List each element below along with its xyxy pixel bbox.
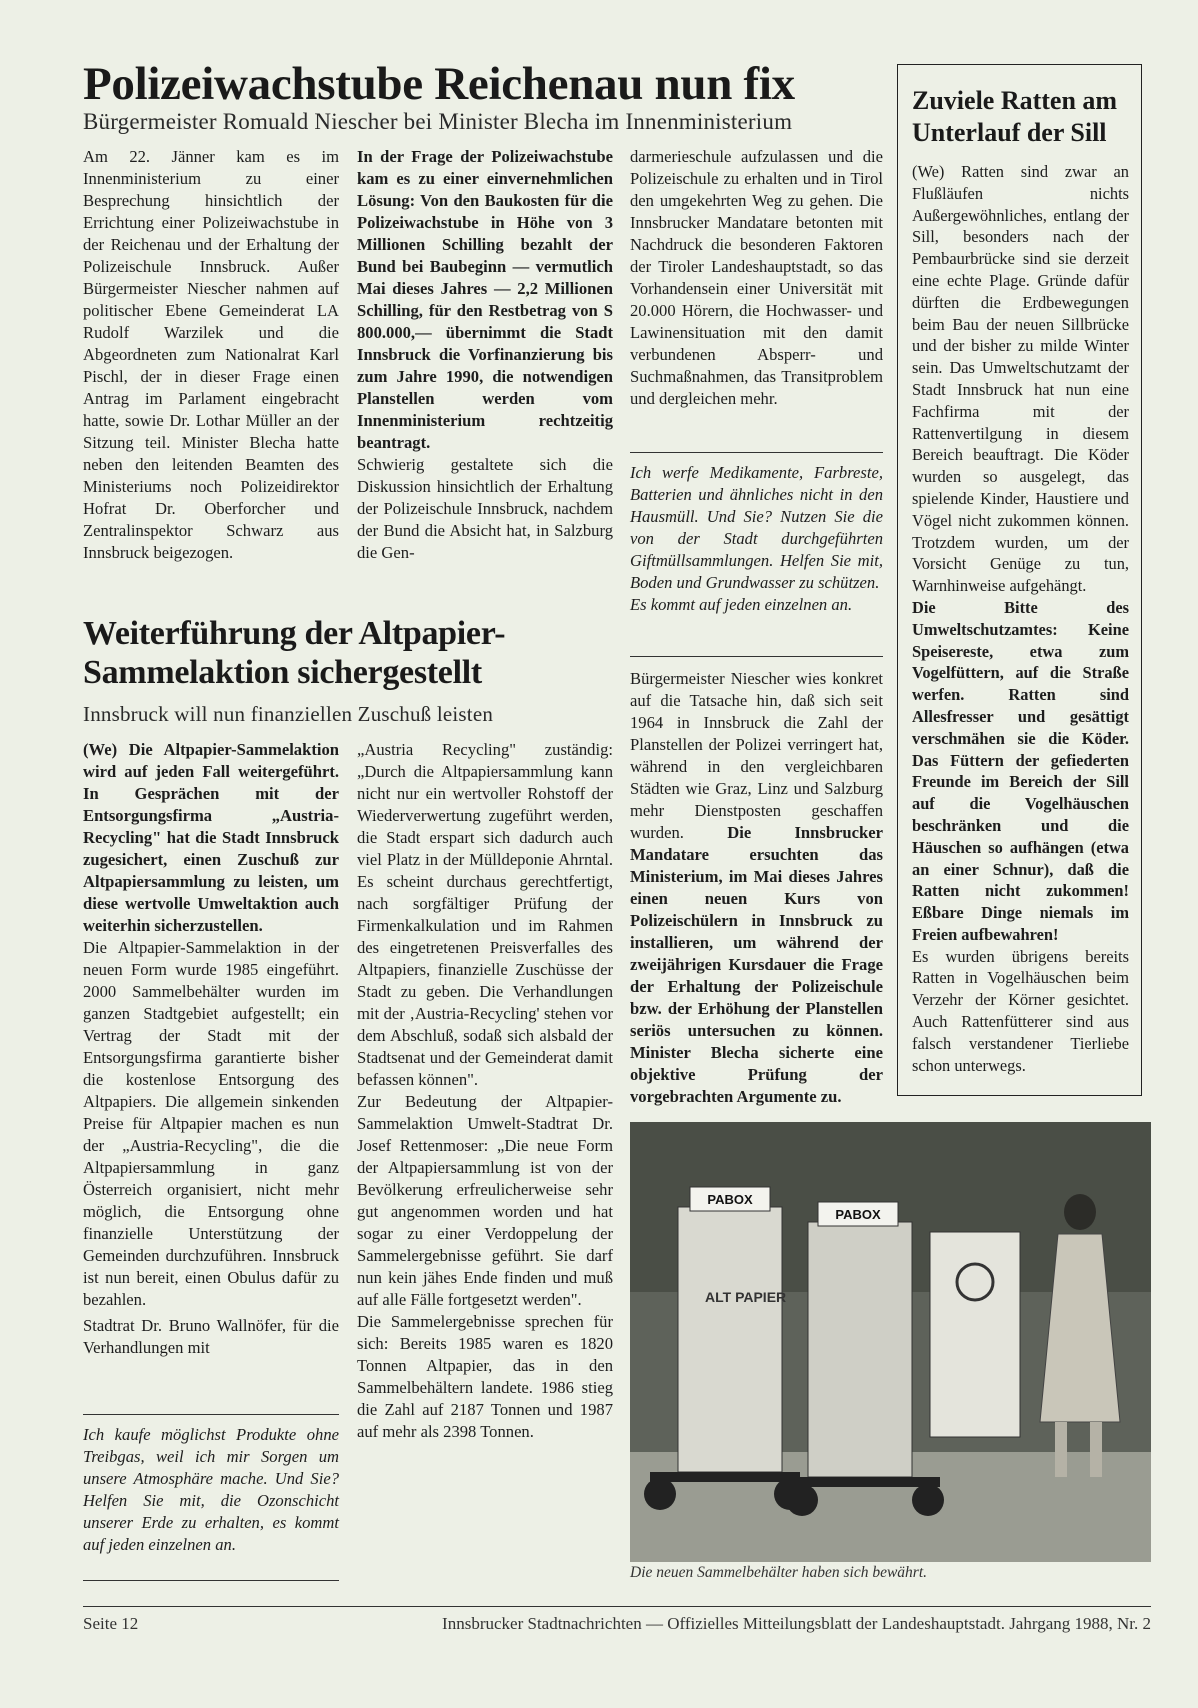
callout1-bottom-rule <box>630 656 883 657</box>
bin-2-label: PABOX <box>835 1207 881 1222</box>
callout1-top-rule <box>630 452 883 453</box>
callout2 <box>83 1424 339 1556</box>
callout1-tagline: Es kommt auf jeden einzelnen an. <box>630 595 853 614</box>
article2-col2-p1: „Austria Recycling" zuständig: „Durch die Altpapiersammlung kann nicht nur ein wertvoller Rohstoff der Wiederverwertung zugeführt werden, die Stadt erspart sich dadurch auch viel Platz in der Mülldeponie Ahrntal. Es scheint durchaus gerechtfertigt, nach sorgfältiger Prüfung der Firmenkalkulation und im Rahmen des eingetretenen Preisverfalles des Altpapiers, finanzielle Zuschüsse der Stadt zu geben. Die Verhandlungen mit der ‚Austria-Recycling' stehen vor dem Abschluß, sodaß sich alsbald der Stadtsenat und der Gemeinderat damit befassen können". <box>357 740 613 1089</box>
article2-column-2 <box>357 739 613 1443</box>
article1-column-3-continued <box>630 668 883 1108</box>
person-leg-right <box>1090 1422 1102 1477</box>
sidebar-box <box>897 64 1142 1096</box>
article1-col2-bold: In der Frage der Polizeiwachstube kam es zu einer einvernehmlichen Lösung: Von den Baukosten für die Polizeiwachstube in Höhe von 3 Millionen Schilling bezahlt der Bund bei Baubeginn — vermutlich Mai dieses Jahres — 2,2 Millionen Schilling, für den Restbetrag von S 800.000,— übernimmt die Stadt Innsbruck die Vorfinanzierung bis zum Jahre 1990, die notwendigen Planstellen werden vom Innenministerium rechtzeitig beantragt. <box>357 147 613 452</box>
bin-1-label: PABOX <box>707 1192 753 1207</box>
person-leg-left <box>1055 1422 1067 1477</box>
bin-1-axle <box>650 1472 800 1482</box>
footer-page-number: Seite 12 <box>83 1614 139 1633</box>
photo-collection-bins <box>630 1122 1151 1562</box>
article1-subhead: Bürgermeister Romuald Niescher bei Minister Blecha im Innenministerium <box>83 109 793 134</box>
bin-2-axle <box>790 1477 940 1487</box>
bin-1 <box>678 1207 782 1472</box>
callout1-text: Ich werfe Medikamente, Farbreste, Batterien und ähnliches nicht in den Hausmüll. Und Sie? Nutzen Sie die von der Stadt durchgeführten Giftmüllsammlungen. Helfen Sie mit, Boden und Grundwasser zu schützen. <box>630 463 883 592</box>
sidebar-title: Zuviele Ratten am Unterlauf der Sill <box>912 86 1118 147</box>
footer-rule <box>83 1606 1151 1607</box>
article1-column-1 <box>83 146 339 564</box>
sidebar-body <box>912 161 1129 1076</box>
article1-column-3 <box>630 146 883 410</box>
callout1 <box>630 462 883 616</box>
article2-col2-p2: Zur Bedeutung der Altpapier-Sammelaktion Umwelt-Stadtrat Dr. Josef Rettenmoser: „Die neue Form der Altpapiersammlung ist von der Bevölkerung erfreulicherweise sehr gut angenommen worden und hat sogar zu einer Verdoppelung der Sammelergebnisse geführt. Sie darf nun kein jähes Ende finden und muß auf alle Fälle fortgesetzt werden". <box>357 1092 613 1309</box>
bin-2-wheel-left <box>786 1484 818 1516</box>
photo-illustration <box>630 1122 1151 1562</box>
bin-2 <box>808 1222 912 1477</box>
article2-col1-bold: (We) Die Altpapier-Sammelaktion wird auf jeden Fall weitergeführt. In Gesprächen mit der Entsorgungsfirma „Austria-Recycling" hat die Stadt Innsbruck zugesichert, einen Zuschuß zur Altpapiersammlung zu leisten, um diese wertvolle Umweltaktion auch weiterhin sicherzustellen. <box>83 740 339 935</box>
bin-1-wheel-left <box>644 1478 676 1510</box>
photo-caption: Die neuen Sammelbehälter haben sich bewährt. <box>630 1564 928 1581</box>
article1-col3-cont-text: Bürgermeister Niescher wies konkret auf die Tatsache hin, daß sich seit 1964 in Innsbruck die Zahl der Planstellen der Polizei verringert hat, während in den vergleichbaren Städten wie Graz, Linz und Salzburg mehr Dienstposten geschaffen wurden. <box>630 669 883 842</box>
article1-col3-bold: Die Innsbrucker Mandatare ersuchten das Ministerium, im Mai dieses Jahres einen neuen Kurs von Polizeischülern in Innsbruck zu installieren, um während der zweijährigen Kursdauer die Frage der Erhaltung der Polizeischule bzw. der Erhöhung der Planstellen seriös untersuchen zu können. Minister Blecha sicherte eine objektive Prüfung der vorgebrachten Argumente zu. <box>630 823 883 1106</box>
article2-column-1 <box>83 739 339 1359</box>
article2-headline: Weiterführung der Altpapier-Sammelaktion sichergestellt <box>83 615 506 691</box>
article1-headline: Polizeiwachstube Reichenau nun fix <box>83 58 795 110</box>
bin-1-text: ALT PAPIER <box>705 1289 787 1305</box>
article1-col3-text: darmerieschule aufzulassen und die Polizeischule zu erhalten und in Tirol den umgekehrten Weg zu gehen. Die Innsbrucker Mandatare betonten mit Nachdruck die besonderen Faktoren der Tiroler Landeshauptstadt, so das Vorhandensein einer Universität mit 20.000 Hörern, die Hochwasser- und Lawinensituation mit den damit verbundenen Absperr- und Suchmaßnahmen, das Transitproblem und dergleichen mehr. <box>630 147 883 408</box>
sidebar-bold: Die Bitte des Umweltschutzamtes: Keine Speisereste, etwa zum Vogelfüttern, auf die Straße werfen. Ratten sind Allesfresser und gesättigt verschmähen sie die Köder. Das Füttern der gefiederten Freunde im Bereich der Sill auf die Vogelhäuschen beschränken und die Häuschen so aufhängen (etwa an einer Schnur), daß die Ratten nicht zukommen! Eßbare Dinge niemals im Freien aufbewahren! <box>912 597 1129 944</box>
article2-subhead: Innsbruck will nun finanziellen Zuschuß leisten <box>83 702 494 726</box>
footer-publication: Innsbrucker Stadtnachrichten — Offizielles Mitteilungsblatt der Landeshauptstadt. Jahrgang 1988, Nr. 2 <box>442 1614 1151 1633</box>
callout2-top-rule <box>83 1414 339 1415</box>
article2-col1-p3: Stadtrat Dr. Bruno Wallnöfer, für die Verhandlungen mit <box>83 1316 339 1357</box>
article1-column-2 <box>357 146 613 564</box>
callout2-bottom-rule <box>83 1580 339 1581</box>
callout2-text: Ich kaufe möglichst Produkte ohne Treibgas, weil ich mir Sorgen um unsere Atmosphäre mache. Und Sie? Helfen Sie mit, die Ozonschicht unserer Erde zu erhalten, es kommt auf jeden einzelnen an. <box>83 1425 339 1554</box>
article2-col1-p2: Die Altpapier-Sammelaktion in der neuen Form wurde 1985 eingeführt. 2000 Sammelbehälter wurden im ganzen Stadtgebiet aufgestellt; ein Vertrag der Stadt mit der Entsorgungsfirma garantierte bisher die kostenlose Entsorgung des Altpapiers. Die allgemein sinkenden Preise für Altpapier machen es nun der „Austria-Recycling", die die Altpapiersammlung in ganz Österreich organisiert, nicht mehr möglich, die Entsorgung ohne finanzielle Unterstützung der Gemeinden durchzuführen. Innsbruck ist nun bereit, einen Obulus dafür zu bezahlen. <box>83 938 339 1309</box>
article1-col2-text: Schwierig gestaltete sich die Diskussion hinsichtlich der Erhaltung der Polizeischule Innsbruck, nachdem der Bund die Absicht hat, in Salzburg die Gen- <box>357 455 613 562</box>
article2-col2-p3: Die Sammelergebnisse sprechen für sich: Bereits 1985 waren es 1820 Tonnen Altpapier, das in den Sammelbehältern landete. 1986 stieg die Zahl auf 2187 Tonnen und 1987 auf mehr als 2398 Tonnen. <box>357 1312 613 1441</box>
article1-col3-cont <box>630 668 883 1108</box>
bin-2-wheel-right <box>912 1484 944 1516</box>
sidebar-text2: Es wurden übrigens bereits Ratten in Vogelhäuschen beim Verzehr der Körner gesichtet. Auch Rattenfütterer sind aus falsch verstandener Tierliebe schon unterwegs. <box>912 946 1129 1075</box>
article1-col1-text: Am 22. Jänner kam es im Innenministerium zu einer Besprechung hinsichtlich der Errichtung einer Polizeiwachstube in der Reichenau und der Erhaltung der Polizeischule Innsbruck. Außer Bürgermeister Niescher nahmen auf politischer Ebene Gemeinderat LA Rudolf Warzilek und die Abgeordneten zum Nationalrat Karl Pischl, der in dieser Frage einen Antrag im Parlament eingebracht hatte, sowie Dr. Lothar Müller an der Sitzung teil. Minister Blecha hatte neben den leitenden Beamten des Ministeriums noch Polizeidirektor Hofrat Dr. Oberforcher und Zentralinspektor Schwarz aus Innsbruck beigezogen. <box>83 147 339 562</box>
sidebar-text: (We) Ratten sind zwar an Flußläufen nichts Außergewöhnliches, entlang der Sill, besonders nach der Pembaurbrücke sind sie derzeit eine echte Plage. Gründe dafür dürften die Erdbewegungen beim Bau der neuen Sillbrücke und der bisher zu milde Winter sein. Das Umweltschutzamt der Stadt Innsbruck hat nun eine Fachfirma mit der Rattenvertilgung in diesem Bereich beauftragt. Die Köder wurden so ausgelegt, das spielende Kinder, Haustiere und Vögel nicht zukommen können. Trotzdem wurden, um der Vorsicht Genüge zu tun, Warnhinweise aufgehängt. <box>912 162 1129 596</box>
person-head <box>1064 1194 1096 1230</box>
